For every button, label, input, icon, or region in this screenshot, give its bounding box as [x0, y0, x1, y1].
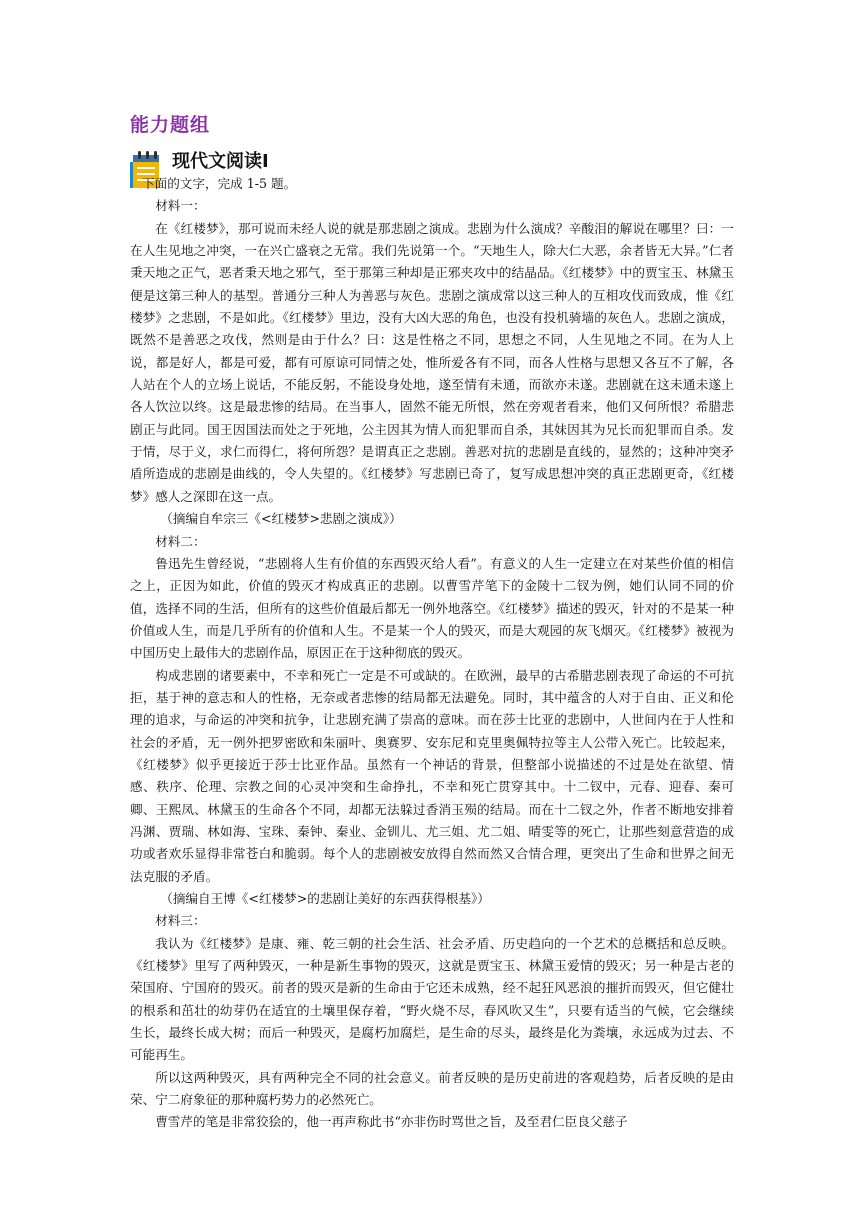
- material2-source: （摘编自王博《<红楼梦>的悲剧让美好的东西获得根基》）: [160, 891, 490, 906]
- material1-source: （摘编自牟宗三《<红楼梦>悲剧之演成》）: [160, 511, 402, 527]
- material3-para1: 我认为《红楼梦》是康、雍、乾三朝的社会生活、社会矛盾、历史趋向的一个艺术的总概括和总反映。《红楼梦》里写了两种毁灭，一种是新生事物的毁灭，这就是贾宝玉、林黛玉爱情的毁灭；另一种是古老的荣国府、宁国府的毁灭。前者的毁灭是新的生命由于它还未成熟，经不起狂风恶浪的摧折而毁灭，但它健壮的根系和茁壮的幼芽仍在适宜的土壤里保存着，“野火烧不尽，春风吹又生”，只要有适当的气候，它会继续生长，最终长成大树；而后一种毁灭，是腐朽加腐烂，是生命的尽头，最终是化为粪壤，永远成为过去、不可能再生。: [130, 935, 734, 1063]
- subtitle: 现代文阅读Ⅰ: [172, 151, 269, 172]
- article-body: [130, 173, 734, 1134]
- instruction: 下面的文字，完成 1-5 题。: [142, 176, 297, 191]
- material3-label: 材料三：: [155, 913, 206, 929]
- material2-para2: 构成悲剧的诸要素中，不幸和死亡一定是不可或缺的。在欧洲，最早的古希腊悲剧表现了命运的不可抗拒，基于神的意志和人的性格，无奈或者悲惨的结局都无法避免。同时，其中蕴含的人对于自由、正义和伦理的追求，与命运的冲突和抗争，让悲剧充满了崇高的意味。而在莎士比亚的悲剧中，人世间内在于人性和社会的矛盾，无一例外把罗密欧和朱丽叶、奥赛罗、安东尼和克里奥佩特拉等主人公带入死亡。比较起来，《红楼梦》似乎更接近于莎士比亚作品。虽然有一个神话的背景，但整部小说描述的不过是处在欲望、情感、秩序、伦理、宗教之间的心灵冲突和生命挣扎，不幸和死亡贯穿其中。十二钗中，元春、迎春、秦可卿、王熙凤、林黛玉的生命各个不同，却都无法躲过香消玉殒的结局。而在十二钗之外，作者不断地安排着冯渊、贾瑞、林如海、宝珠、秦钟、秦业、金钏儿、尤三姐、尤二姐、晴雯等的死亡，让那些刻意营造的成功或者欢乐显得非常苍白和脆弱。每个人的悲剧被安放得自然而然又合情合理，更突出了生命和世界之间无法克服的矛盾。: [130, 667, 734, 884]
- material2-para1: 鲁迅先生曾经说，“悲剧将人生有价值的东西毁灭给人看”。有意义的人生一定建立在对某些价值的相信之上，正因为如此，价值的毁灭才构成真正的悲剧。以曹雪芹笔下的金陵十二钗为例，她们认同不同的价值，选择不同的生活，但所有的这些价值最后都无一例外地落空。《红楼梦》描述的毁灭，针对的不是某一种价值或人生，而是几乎所有的价值和人生。不是某一个人的毁灭，而是大观园的灰飞烟灭。《红楼梦》被视为中国历史上最伟大的悲剧作品，原因正在于这种彻底的毁灭。: [130, 555, 734, 661]
- section-title: 能力题组: [130, 114, 211, 136]
- material3-para2: 所以这两种毁灭，具有两种完全不同的社会意义。前者反映的是历史前进的客观趋势，后者反映的是由荣、宁二府象征的那种腐朽势力的必然死亡。: [130, 1069, 734, 1108]
- material1-text: 在《红楼梦》，那可说而未经人说的就是那悲剧之演成。悲剧为什么演成？辛酸泪的解说在哪里？曰：一在人生见地之冲突，一在兴亡盛衰之无常。我们先说第一个。“天地生人，除大仁大恶，余者皆无大异。”仁者秉天地之正气，恶者秉天地之邪气，至于那第三种却是正邪夹攻中的结晶品。《红楼梦》中的贾宝玉、林黛玉便是这第三种人的基型。普通分三种人为善恶与灰色。悲剧之演成常以这三种人的互相攻伐而致成，惟《红楼梦》之悲剧，不是如此。《红楼梦》里边，没有大凶大恶的角色，也没有投机骑墙的灰色人。悲剧之演成，既然不是善恶之攻伐，然则是由于什么？曰：这是性格之不同，思想之不同，人生见地之不同。在为人上说，都是好人，都是可爱，都有可原谅可同情之处，惟所爱各有不同，而各人性格与思想又各互不了解，各人站在个人的立场上说话，不能反躬，不能设身处地，遂至情有未通，而欲亦未遂。悲剧就在这未通未遂上各人饮泣以终。这是最悲惨的结局。在当事人，固然不能无所恨，然在旁观者看来，他们又何所恨？希腊悲剧正与此同。国王因国法而处之于死地，公主因其为情人而犯罪而自杀，其妹因其为兄长而犯罪而自杀。发于情，尽于义，求仁而得仁，将何所怨？是谓真正之悲剧。善恶对抗的悲剧是直线的，显然的；这种冲突矛盾所造成的悲剧是曲线的，令人失望的。《红楼梦》写悲剧已奇了，复写成思想冲突的真正悲剧更奇，《红楼梦》感人之深即在这一点。: [130, 220, 734, 504]
- material2-label: 材料二：: [155, 533, 206, 549]
- material3-para3: 曹雪芹的笔是非常狡狯的，他一再声称此书“亦非伤时骂世之旨，及至君仁臣良父慈子: [155, 1114, 628, 1130]
- material1-label: 材料一：: [155, 198, 206, 214]
